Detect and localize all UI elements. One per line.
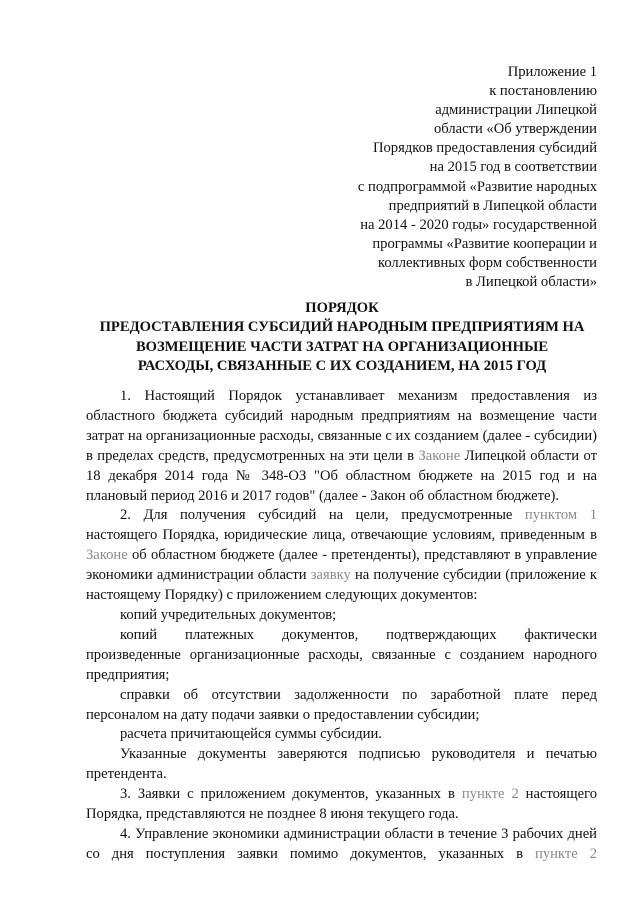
document-body — [86, 387, 597, 865]
appendix-line: предприятий в Липецкой области — [388, 197, 597, 214]
appendix-header — [290, 63, 597, 292]
paragraph-text: настоящего Порядка, юридические лица, отвечающие условиям, приведенным в — [86, 527, 597, 544]
clause-2-link[interactable]: пункте 2 — [461, 786, 519, 803]
appendix-line: с подпрограммой «Развитие народных — [357, 178, 597, 195]
paragraph-text: настоящего Порядка, представляются не позднее 8 июня текущего года. — [86, 786, 597, 823]
appendix-line: Приложение 1 — [507, 64, 597, 80]
appendix-line: к постановлению — [489, 83, 597, 100]
appendix-line: администрации Липецкой — [435, 102, 597, 119]
application-link[interactable]: заявку — [310, 567, 351, 584]
paragraph-9 — [86, 825, 597, 865]
paragraph-1 — [86, 387, 597, 506]
clause-2-link[interactable]: пункте 2 — [535, 845, 597, 862]
paragraph-text: 3. Заявки с приложением документов, указанных в — [120, 786, 462, 803]
appendix-line: на 2015 год в соответствии — [429, 159, 597, 176]
document-title — [86, 299, 598, 377]
title-line: ПРЕДОСТАВЛЕНИЯ СУБСИДИЙ НАРОДНЫМ ПРЕДПРИЯТИЯМ НА — [99, 319, 585, 336]
title-line: РАСХОДЫ, СВЯЗАННЫЕ С ИХ СОЗДАНИЕМ, НА 2015 ГОД — [137, 358, 547, 375]
appendix-line: области «Об утверждении — [433, 121, 597, 138]
title-line: ВОЗМЕЩЕНИЕ ЧАСТИ ЗАТРАТ НА ОРГАНИЗАЦИОННЫЕ — [135, 338, 549, 355]
paragraph-6: расчета причитающейся суммы субсидии. — [120, 726, 382, 743]
appendix-line: на 2014 - 2020 годы» государственной — [360, 216, 597, 233]
title-line: ПОРЯДОК — [305, 300, 379, 316]
law-link[interactable]: Законе — [418, 447, 461, 464]
paragraph-5: справки об отсутствии задолженности по заработной плате перед персоналом на дату подачи заявки о предоставлении субсидии; — [86, 686, 597, 723]
paragraph-text: Липецкой области от 18 декабря 2014 года № 348-ОЗ "Об областном бюджете на 2015 год и на плановый период 2016 и 2017 годов" (далее - Закон об областном бюджете). — [86, 447, 597, 504]
paragraph-2 — [86, 506, 597, 606]
paragraph-7: Указанные документы заверяются подписью руководителя и печатью претендента. — [86, 746, 597, 783]
paragraph-text: 4. Управление экономики администрации области в течение 3 рабочих дней со дня поступления заявки помимо документов, указанных в — [86, 825, 597, 862]
paragraph-text: 2. Для получения субсидий на цели, предусмотренные — [120, 507, 525, 524]
paragraph-4: копий платежных документов, подтверждающих фактически произведенные организационные расходы, связанные с созданием народного предприятия; — [86, 626, 597, 683]
appendix-line: Порядков предоставления субсидий — [372, 140, 597, 157]
law-link[interactable]: Законе — [86, 547, 128, 564]
appendix-line: в Липецкой области» — [465, 274, 597, 291]
paragraph-8 — [86, 785, 597, 825]
paragraph-text: об областном бюджете (далее - претенденты), представляют в управление экономики администрации области — [86, 547, 597, 584]
appendix-line: программы «Развитие кооперации и — [372, 235, 597, 252]
appendix-line: коллективных форм собственности — [377, 254, 597, 271]
clause-1-link[interactable]: пунктом 1 — [524, 507, 597, 524]
paragraph-3: копий учредительных документов; — [120, 606, 337, 623]
paragraph-text: на получение субсидии (приложение к настоящему Порядку) с приложением следующих документов: — [86, 567, 597, 604]
paragraph-text: 1. Настоящий Порядок устанавливает механизм предоставления из областного бюджета субсидий народным предприятиям на возмещение части затрат на организационные расходы, связанные с их созданием (далее - субсидии) в пределах средств, предусмотренных на эти цели в — [86, 388, 597, 464]
